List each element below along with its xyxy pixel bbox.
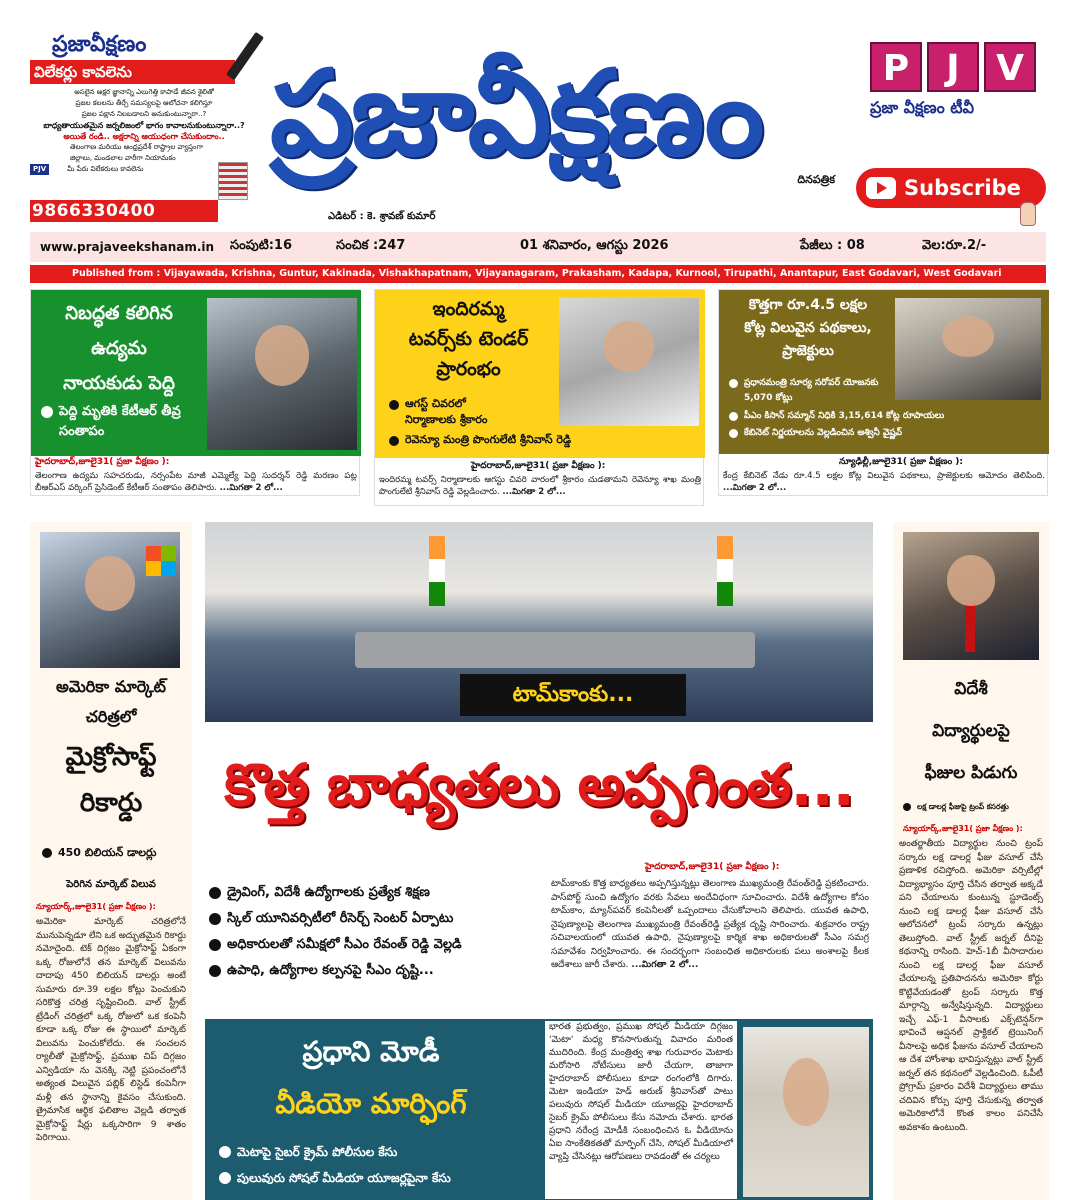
right-column-story [893,522,1049,1200]
volume-number: సంపుటి:16 [230,238,293,253]
logo-letter-j: J [927,42,979,92]
story-box-olive [718,289,1048,496]
ad-logo: ప్రజావీక్షణం [52,32,147,57]
price: వెల:రూ.2/- [922,238,987,253]
left-headline: అమెరికా మార్కెట్ చరిత్రలో [56,677,166,726]
left-bullet: 450 బిలియన్ డాలర్లు [42,846,156,862]
story-box-green [30,289,360,496]
right-body: అంతర్జాతీయ విద్యార్థుల నుంచి ట్రంప్ సర్కారు లక్ష డాలర్ల ఫీజు వసూల్ చేసే ప్రణాళిక రచిస్తోంది. అమెరికా వర్సిటీల్లో విద్యాభ్యాసం పూర్తి చేసిన తర్వాత అక్కడే పని చేయాలను కుంటున్న స్టూడెంట్స్ నుంచి లక్ష డాలర్ల ఫీజు వసూల్ చేసే ఆలోచనలో ట్రంప్ సర్కారు ఉన్నట్లు తెలుస్తోంది. వాల్ స్ట్రీట్ జర్నల్ దీనిపై కథనాన్ని రాసింది. హెచ్-1బీ వీసాదారుల నుంచి లక్ష డాలర్ల ఫీజు వసూల్ చేయాలన్న ప్రతిపాదనను అమెరికా కోర్టు కొట్టివేయడంతో ట్రంప్ సర్కారు కొత్త మార్గాన్ని అన్వేషిస్తున్నది. విద్యార్థులు ఇచ్చే ఎఫ్-1 వీసాలకు ఎక్స్‌టెన్షన్‌గా భావించే ఆప్షనల్ ప్రాక్టికల్ ట్రెయినింగ్ వీసాలపై అధిక ఫీజును వసూల్ చేయాలని ఆ దేశ హోంశాఖ భావిస్తున్నట్లు వాల్ స్ట్రీట్ జర్నల్ తన కథనంలో వెల్లడించింది. ఓపీటీ ప్రోగ్రామ్ ప్రకారం విదేశీ విద్యార్థులు తాము చదివిన కోర్సు పూర్తి చేసుకున్న తర్వాత అమెరికాలోనే కొంత కాలం పనిచేసే అవకాశం ఉంటుంది. [899,839,1043,1133]
bullet-icon [389,400,399,410]
olive-headline: కొత్తగా రూ.4.5 లక్షల కోట్ల విలువైన పథకాలు, ప్రాజెక్టులు [744,297,872,359]
bullet-icon [41,406,53,418]
olive-bullets: ప్రధానమంత్రి సూర్య సరోవర్ యోజనకు 5,070 కోట్లు పీఎం కిసాన్ సమ్మాన్ నిధికి 3,15,614 కోట్ల రూపాయలు కేబినెట్ నిర్ణయాలను వెల్లడించిన అశ్వినీ వైష్ణవ్ [729,376,1047,441]
yellow-body: ఇందిరమ్మ టవర్స్ నిర్మాణాలకు ఆగస్టు చివరి వారంలో శ్రీకారం చుడతామని రెవెన్యూ శాఖ మంత్రి పొంగులేటి శ్రీనివాస్ రెడ్డి వెల్లడించారు. ...మిగతా 2 లో... [379,475,701,497]
bullet-icon [219,1172,231,1184]
tv-name: ప్రజా వీక్షణం టీవీ [870,98,975,117]
microsoft-logo-icon [146,546,176,576]
main-dateline: హైదరాబాద్,జూలై31( ప్రజా వీక్షణం ): [645,862,780,872]
green-body: తెలంగాణ ఉద్యమ సహచరుడు, నర్సంపేట మాజీ ఎమ్మెల్యే పెద్ది సుదర్శన్ రెడ్డి మరణం పట్ల బీఆర్ఎస్ వర్కింగ్ ప్రెసిడెంట్ కేటీఆర్ సంతాపం తెలిపారు. ...మిగతా 2 లో... [35,471,357,493]
bullet-icon [209,913,221,925]
bullet-icon [209,887,221,899]
main-body: టామ్‌కాంకు కొత్త బాధ్యతలు అప్పగిస్తున్నట్లు తెలంగాణ ముఖ్యమంత్రి రేవంత్‌రెడ్డి ప్రకటించారు. పాస్‌పోర్ట్ సుంచి ఉద్యోగం వరకు సేవలు అందేవిధంగా సూచించారు. విదేశీ ఉద్యోగాల కోసం టామ్‌కాం, మ్యాన్‌పవర్ కంపెనీలతో ఒప్పందాలు చేసుకోవాలని తెలిపారు. యువత ఉపాధి, నైపుణ్యాలపై తెలంగాణ ముఖ్యమంత్రి రేవంత్‌రెడ్డి ప్రత్యేక దృష్టి సారించారు. శుక్రవారం రాష్ట్ర సచివాలయంలో యువత ఉపాధి, నైపుణ్యాలపై కార్మిక శాఖ అధికారులతో సీఎం సమగ్ర సమావేశం నిర్వహించారు. ఈ సందర్భంగా సంబంధిత అధికారులకు పలు అంశాలపై కీలక ఆదేశాలు జారీ చేశారు. ...మిగతా 2 లో... [551,879,869,970]
bullet-icon [209,939,221,951]
green-bullet: పెద్ది మృతికి కేటీఆర్ తీవ్ర సంతాపం [41,402,206,442]
right-dateline: న్యూయార్క్,జూలై31( ప్రజా వీక్షణం ): [903,824,1023,833]
modi-headline-2: వీడియో మార్ఫింగ్ [275,1087,467,1120]
subscribe-button[interactable] [856,168,1046,208]
bullet-icon [209,965,221,977]
photo-ktr [207,298,357,450]
flag-icon [717,536,733,606]
story-box-modi [205,1019,873,1200]
subscribe-label: Subscribe [904,176,1021,200]
green-headline: నిబద్ధత కలిగిన ఉద్యమ నాయకుడు పెద్ది [63,303,175,394]
flag-icon [429,536,445,606]
masthead-subtitle: దినపత్రిక [797,173,835,186]
bullet-icon [729,379,738,388]
left-dateline: న్యూయార్క్,జూలై31( ప్రజా వీక్షణం ): [36,902,156,911]
yellow-dateline: హైదరాబాద్,జూలై31( ప్రజా వీక్షణం ): [471,461,606,471]
photo-modi [743,1027,869,1197]
ad-banner: విలేకర్లు కావలెను [30,60,235,84]
mini-logo: PJV [30,164,49,175]
photo-vaishnaw [895,298,1041,400]
left-body: అమెరికా మార్కెట్ చరిత్రలోనే మునుపెన్నడూ లేని ఒక అద్భుతమైన రికార్డు నమోదైంది. టెక్ దిగ్గజం మైక్రోసాఫ్ట్ ఏకంగా ఒక్క రోజులోనే తన మార్కెట్ విలువను దాదాపు 450 బిలియన్ డాలర్లు అంటే సుమారు రూ.39 లక్షల కోట్లు పెంచుకుని సరికొత్త చరిత్ర సృష్టించింది. వాల్ స్ట్రీట్ ట్రేడింగ్ చరిత్రలో ఒక్క రోజులో ఒక కంపెనీ కూడా ఒక్క రోజు ఈ స్థాయిలో మార్కెట్ విలువను పెంచుకోలేదు. ఈ సంచలన ర్యాలీతో మైక్రోసాఫ్ట్, ప్రముఖ చిప్ దిగ్గజం ఎన్విడియా ను వెనక్కి నెట్టి ప్రపంచంలోనే అత్యంత విలువైన పబ్లిక్ లిస్టెడ్ కంపెనీగా మళ్లీ తన స్థానాన్ని కైవసం చేసుకుంది. త్రైమాసిక ఆర్థిక ఫలితాల వెల్లడి తర్వాత మైక్రోసాఫ్ట్ షేర్లు ఒక్కసారిగా 9 శాతం పెరిగాయి. [36,917,186,1143]
ad-reporters-wanted [30,30,258,228]
published-from-bar: Published from : Vijayawada, Krishna, Guntur, Kakinada, Vishakhapatnam, Vijayanagaram, Prakasham, Kadapa, Kurnool, Tirupathi, Anantapur, East Godavari, West Godavari [30,265,1046,283]
bullet-icon [903,803,911,811]
logo-letter-p: P [870,42,922,92]
right-bullet: లక్ష డాలర్ల ఫీజుపై ట్రంప్ కసరత్తు [903,802,1009,813]
bullet-icon [729,429,738,438]
left-column-story [30,522,192,1200]
photo-ponguleti [559,298,699,426]
olive-body: కేంద్ర కేబినెట్ నేడు రూ.4.5 లక్షల కోట్ల విలువైన పథకాలు, ప్రాజెక్టులకు ఆమోదం తెలిపింది. ...మిగతా 2 లో... [723,471,1045,493]
green-dateline: హైదరాబాద్,జూలై31( ప్రజా వీక్షణం ): [35,457,170,467]
bullet-icon [42,848,52,858]
story-box-yellow [374,289,704,506]
main-story [205,522,873,1000]
newspaper-thumbnail [218,162,248,200]
photo-trump [903,532,1039,660]
left-subheadline: పెరిగిన మార్కెట్ విలువ [66,879,156,890]
modi-bullets: మెటాపై సైబర్ క్రైమ్ పోలీసుల కేసు పులువురు సోషల్ మీడియా యూజర్లపైనా కేసు [219,1139,539,1191]
page-count: పేజీలు : 08 [800,238,865,253]
main-bullets: డ్రైవింగ్, విదేశీ ఉద్యోగాలకు ప్రత్యేక శిక్షణ స్కిల్ యూనివర్సిటీలో రీసెర్చ్ సెంటర్ ఏర్పాటు అధికారులతో సమీక్షలో సీఎం రేవంత్ రెడ్డి వెల్లడి ఉపాధి, ఉద్యోగాల కల్పనపై సీఎం దృష్టి... [209,880,539,984]
issue-date: 01 శనివారం, ఆగస్టు 2026 [520,238,669,253]
bullet-icon [389,436,399,446]
info-bar [30,232,1046,262]
ad-pjv-tv [852,30,1052,228]
meeting-table [355,632,755,668]
website-link[interactable]: www.prajaveekshanam.in [40,240,215,254]
hand-cursor-icon [1020,202,1036,226]
red-tie [965,602,975,652]
yellow-bullets: ఆగస్ట్ చివరలో నిర్మాణాలకు శ్రీకారం రెవెన్యూ మంత్రి పొంగులేటి శ్రీనివాస్ రెడ్డి [389,396,639,448]
modi-body: భారత ప్రభుత్వం, ప్రముఖ సోషల్ మీడియా దిగ్గజం 'మెటా' మధ్య కొనసాగుతున్న వివాదం మరింత ముదిరింది. కేంద్ర మంత్రిత్వ శాఖ గురువారం మెటాకు మరోసారి నోటీసులు జారీ చేయగా, తాజాగా హైదరాబాద్ పోలీసులు కూడా రంగంలోకి దిగారు. మెటా ఇండియా హెడ్ అరుణ్ శ్రీనివాస్‌తో పాటు పలువురు సోషల్ మీడియా యూజర్లపై హైదరాబాద్ సైబర్ క్రైమ్ పోలీసులు కేసు నమోదు చేశారు. భారత ప్రధాని నరేంద్ర మోడీకి సంబంధించిన ఓ వీడియోను ఏఐ సాంకేతికతతో మార్ఫింగ్ చేసి, సోషల్ మీడియాలో వ్యాప్తి చేసినట్లు ఆరోపణలు రావడంతో ఈ చర్యలు [545,1021,737,1199]
ad-text-lines: అసలైన అక్షర జ్ఞానాన్ని ఎలుగెత్తి కాపాడే జీవన శైలితో ప్రజల కలలను తీర్చే సమస్యలపై ఆలోచనా కలిగిస్తూ ప్రజల పక్షాన నిలబడాలని అనుకుంటున్నారా..? బాధ్యతాయుతమైన జర్నలిజంలో భాగం కావాలనుకుంటున్నారా..? అయితే రండి.. అక్షరాన్ని ఆయుధంగా చేసుకుందాం.. తెలంగాణ మరియు ఆంధ్రప్రదేశ్ రాష్ట్రాల వ్యాప్తంగా జిల్లాలు, మండలాల వారీగా నియామకం PJV మీ పేరు విలేకరులు కావలెను [30,87,258,175]
ad-phone: 9866330400 [30,200,218,222]
logo-letter-v: V [984,42,1036,92]
issue-number: సంచిక :247 [336,238,406,253]
main-kicker: టామ్‌కాంకు... [460,674,686,716]
yellow-headline: ఇందిరమ్మ టవర్స్‌కు టెండర్ ప్రారంభం [408,298,529,380]
youtube-icon [866,177,896,199]
modi-headline-1: ప్రధాని మోడీ [302,1035,440,1068]
right-headline: విదేశీ విద్యార్థులపై ఫీజుల పిడుగు [924,679,1018,783]
bullet-icon [729,412,738,421]
masthead-title: ప్రజావీక్షణం [270,44,762,182]
bullet-icon [219,1146,231,1158]
masthead [270,38,845,228]
main-headline: కొత్త బాధ్యతలు అప్పగింత... [224,751,854,819]
photo-satya-nadella [40,532,180,668]
left-big-headline: మైక్రోసాఫ్ట్ రికార్డు [65,742,157,818]
editor-line: ఎడిటర్ : కె. శ్రావణ్ కుమార్ [328,211,436,222]
olive-dateline: న్యూఢిల్లీ,జూలై31( ప్రజా వీక్షణం ): [839,457,963,467]
